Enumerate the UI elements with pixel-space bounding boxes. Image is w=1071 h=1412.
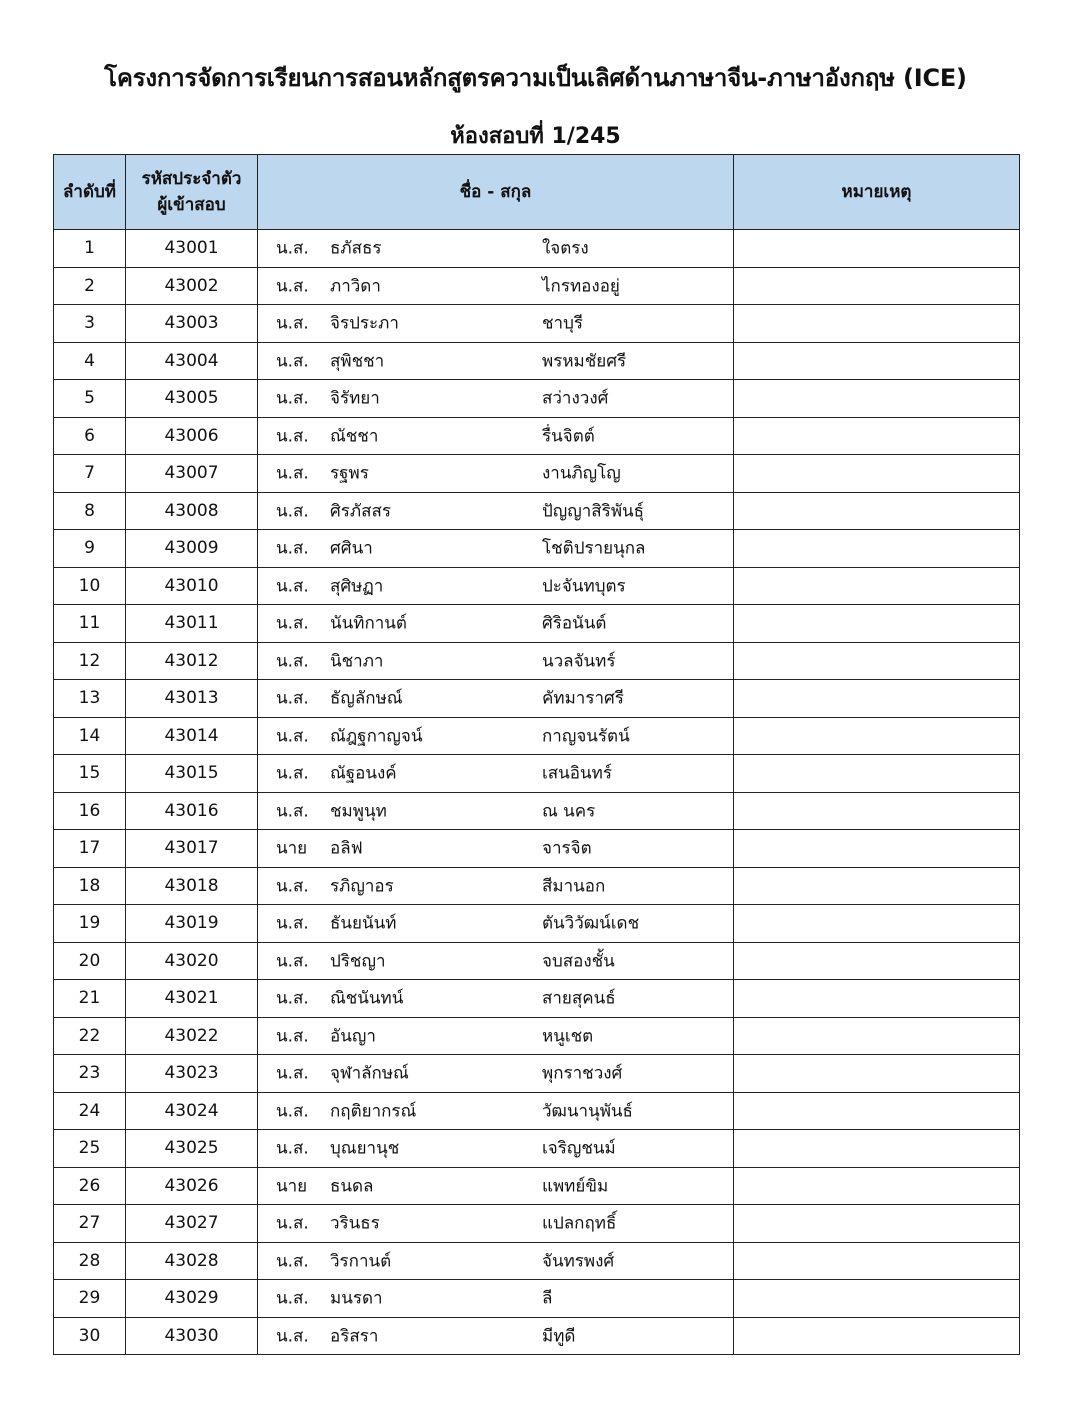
- row-order-number: 2: [54, 267, 126, 305]
- row-candidate-code: 43009: [126, 530, 258, 568]
- row-remark: [734, 1242, 1020, 1280]
- row-full-name: [258, 230, 734, 268]
- row-order-number: 9: [54, 530, 126, 568]
- table-row: [54, 755, 1020, 793]
- row-remark: [734, 1017, 1020, 1055]
- row-order-number: 21: [54, 980, 126, 1018]
- row-last-name: เสนอินทร์: [542, 763, 612, 784]
- row-candidate-code: 43020: [126, 942, 258, 980]
- row-first-name: สุพิชชา: [330, 351, 385, 372]
- row-remark: [734, 942, 1020, 980]
- row-order-number: 14: [54, 717, 126, 755]
- row-order-number: 20: [54, 942, 126, 980]
- row-name-prefix: น.ส.: [276, 763, 309, 784]
- row-remark: [734, 905, 1020, 943]
- row-full-name: [258, 1242, 734, 1280]
- row-candidate-code: 43017: [126, 830, 258, 868]
- row-name-prefix: น.ส.: [276, 313, 309, 334]
- row-candidate-code: 43024: [126, 1092, 258, 1130]
- table-row: [54, 867, 1020, 905]
- row-full-name: [258, 642, 734, 680]
- row-name-prefix: น.ส.: [276, 388, 309, 409]
- row-name-prefix: น.ส.: [276, 426, 309, 447]
- row-candidate-code: 43007: [126, 455, 258, 493]
- row-first-name: ณัชชา: [330, 426, 379, 447]
- row-full-name: [258, 1280, 734, 1318]
- table-row: [54, 942, 1020, 980]
- row-name-prefix: น.ส.: [276, 613, 309, 634]
- row-candidate-code: 43001: [126, 230, 258, 268]
- table-body: [54, 230, 1020, 1355]
- row-name-prefix: น.ส.: [276, 1213, 309, 1234]
- table-row: [54, 1317, 1020, 1355]
- row-full-name: [258, 567, 734, 605]
- row-candidate-code: 43011: [126, 605, 258, 643]
- row-name-prefix: น.ส.: [276, 576, 309, 597]
- row-remark: [734, 717, 1020, 755]
- row-last-name: ไกรทองอยู่: [542, 276, 620, 297]
- header-remark: หมายเหตุ: [734, 155, 1020, 230]
- row-order-number: 23: [54, 1055, 126, 1093]
- table-row: [54, 530, 1020, 568]
- row-full-name: [258, 1017, 734, 1055]
- row-remark: [734, 417, 1020, 455]
- row-first-name: ธันยนันท์: [330, 913, 397, 934]
- row-name-prefix: น.ส.: [276, 501, 309, 522]
- row-remark: [734, 605, 1020, 643]
- row-name-prefix: น.ส.: [276, 801, 309, 822]
- row-remark: [734, 980, 1020, 1018]
- row-name-prefix: น.ส.: [276, 1063, 309, 1084]
- row-name-prefix: นาย: [276, 1176, 308, 1197]
- row-name-prefix: นาย: [276, 838, 308, 859]
- row-order-number: 1: [54, 230, 126, 268]
- row-order-number: 6: [54, 417, 126, 455]
- row-last-name: ใจตรง: [542, 238, 589, 259]
- row-name-prefix: น.ส.: [276, 463, 309, 484]
- row-last-name: พรหมชัยศรี: [542, 351, 627, 372]
- row-candidate-code: 43027: [126, 1205, 258, 1243]
- row-first-name: ธนดล: [330, 1176, 374, 1197]
- row-full-name: [258, 267, 734, 305]
- row-candidate-code: 43005: [126, 380, 258, 418]
- row-order-number: 15: [54, 755, 126, 793]
- row-first-name: ศศินา: [330, 538, 373, 559]
- row-last-name: สีมานอก: [542, 876, 606, 897]
- row-last-name: พุกราชวงศ์: [542, 1063, 623, 1084]
- row-remark: [734, 567, 1020, 605]
- row-name-prefix: น.ส.: [276, 538, 309, 559]
- row-last-name: ปะจันทบุตร: [542, 576, 626, 597]
- table-row: [54, 567, 1020, 605]
- row-first-name: ภาวิดา: [330, 276, 381, 297]
- row-remark: [734, 1317, 1020, 1355]
- row-first-name: ณัฐอนงค์: [330, 763, 397, 784]
- row-full-name: [258, 492, 734, 530]
- row-name-prefix: น.ส.: [276, 651, 309, 672]
- row-name-prefix: น.ส.: [276, 1138, 309, 1159]
- row-order-number: 29: [54, 1280, 126, 1318]
- row-remark: [734, 1055, 1020, 1093]
- row-candidate-code: 43004: [126, 342, 258, 380]
- row-full-name: [258, 1205, 734, 1243]
- row-candidate-code: 43013: [126, 680, 258, 718]
- table-row: [54, 1055, 1020, 1093]
- header-order: ลำดับที่: [54, 155, 126, 230]
- row-name-prefix: น.ส.: [276, 1326, 309, 1347]
- row-last-name: ลี: [542, 1288, 553, 1309]
- row-last-name: ชาบุรี: [542, 313, 584, 334]
- row-candidate-code: 43016: [126, 792, 258, 830]
- row-remark: [734, 830, 1020, 868]
- row-full-name: [258, 755, 734, 793]
- row-first-name: รฐพร: [330, 463, 369, 484]
- row-last-name: จบสองชั้น: [542, 951, 615, 972]
- row-candidate-code: 43029: [126, 1280, 258, 1318]
- table-row: [54, 417, 1020, 455]
- row-first-name: กฤติยากรณ์: [330, 1101, 417, 1122]
- row-last-name: ปัญญาสิริพันธุ์: [542, 501, 645, 522]
- row-candidate-code: 43018: [126, 867, 258, 905]
- row-name-prefix: น.ส.: [276, 1251, 309, 1272]
- row-order-number: 7: [54, 455, 126, 493]
- row-remark: [734, 492, 1020, 530]
- row-name-prefix: น.ส.: [276, 1101, 309, 1122]
- row-remark: [734, 680, 1020, 718]
- row-full-name: [258, 830, 734, 868]
- row-order-number: 27: [54, 1205, 126, 1243]
- row-first-name: จุฬาลักษณ์: [330, 1063, 409, 1084]
- row-first-name: ณิชนันทน์: [330, 988, 404, 1009]
- row-remark: [734, 1167, 1020, 1205]
- row-order-number: 13: [54, 680, 126, 718]
- table-row: [54, 1167, 1020, 1205]
- row-name-prefix: น.ส.: [276, 1288, 309, 1309]
- row-order-number: 30: [54, 1317, 126, 1355]
- table-row: [54, 642, 1020, 680]
- row-full-name: [258, 1317, 734, 1355]
- row-last-name: งานภิญโญ: [542, 463, 621, 484]
- row-first-name: มนรดา: [330, 1288, 383, 1309]
- row-last-name: แพทย์ขิม: [542, 1176, 609, 1197]
- row-remark: [734, 1130, 1020, 1168]
- row-candidate-code: 43003: [126, 305, 258, 343]
- table-row: [54, 980, 1020, 1018]
- table-row: [54, 492, 1020, 530]
- header-name: ชื่อ - สกุล: [258, 155, 734, 230]
- row-remark: [734, 1205, 1020, 1243]
- row-remark: [734, 530, 1020, 568]
- row-full-name: [258, 305, 734, 343]
- header-candidate-code: [126, 155, 258, 230]
- row-order-number: 26: [54, 1167, 126, 1205]
- row-candidate-code: 43014: [126, 717, 258, 755]
- row-first-name: จิรัทยา: [330, 388, 380, 409]
- row-last-name: ณ นคร: [542, 801, 596, 822]
- row-last-name: คัทมาราศรี: [542, 688, 624, 709]
- row-candidate-code: 43008: [126, 492, 258, 530]
- row-order-number: 10: [54, 567, 126, 605]
- row-order-number: 11: [54, 605, 126, 643]
- row-first-name: วิรกานต์: [330, 1251, 392, 1272]
- table-row: [54, 1092, 1020, 1130]
- row-order-number: 8: [54, 492, 126, 530]
- row-name-prefix: น.ส.: [276, 951, 309, 972]
- row-candidate-code: 43021: [126, 980, 258, 1018]
- row-first-name: จิรประภา: [330, 313, 399, 334]
- row-order-number: 25: [54, 1130, 126, 1168]
- row-remark: [734, 1092, 1020, 1130]
- row-last-name: รื่นจิตต์: [542, 426, 595, 447]
- row-name-prefix: น.ส.: [276, 688, 309, 709]
- row-remark: [734, 230, 1020, 268]
- row-last-name: หนูเชต: [542, 1026, 594, 1047]
- row-first-name: อริสรา: [330, 1326, 379, 1347]
- row-candidate-code: 43002: [126, 267, 258, 305]
- row-full-name: [258, 605, 734, 643]
- table-row: [54, 605, 1020, 643]
- exam-roster-table: [53, 154, 1020, 1355]
- row-first-name: ศิรภัสสร: [330, 501, 392, 522]
- row-order-number: 28: [54, 1242, 126, 1280]
- row-full-name: [258, 530, 734, 568]
- row-name-prefix: น.ส.: [276, 726, 309, 747]
- row-order-number: 3: [54, 305, 126, 343]
- row-last-name: มีทูดี: [542, 1326, 576, 1347]
- row-order-number: 19: [54, 905, 126, 943]
- row-last-name: แปลกฤทธิ์: [542, 1213, 617, 1234]
- row-full-name: [258, 1092, 734, 1130]
- row-name-prefix: น.ส.: [276, 913, 309, 934]
- table-row: [54, 455, 1020, 493]
- row-full-name: [258, 980, 734, 1018]
- row-first-name: บุณยานุช: [330, 1138, 400, 1159]
- row-remark: [734, 642, 1020, 680]
- row-first-name: ธภัสธร: [330, 238, 382, 259]
- row-first-name: วรินธร: [330, 1213, 380, 1234]
- row-full-name: [258, 792, 734, 830]
- row-remark: [734, 342, 1020, 380]
- table-row: [54, 905, 1020, 943]
- row-last-name: ตันวิวัฒน์เดช: [542, 913, 640, 934]
- row-order-number: 17: [54, 830, 126, 868]
- row-first-name: นิชาภา: [330, 651, 384, 672]
- row-candidate-code: 43010: [126, 567, 258, 605]
- row-order-number: 24: [54, 1092, 126, 1130]
- row-remark: [734, 792, 1020, 830]
- table-row: [54, 792, 1020, 830]
- row-full-name: [258, 942, 734, 980]
- table-row: [54, 267, 1020, 305]
- row-candidate-code: 43012: [126, 642, 258, 680]
- row-candidate-code: 43006: [126, 417, 258, 455]
- row-remark: [734, 867, 1020, 905]
- table-row: [54, 1017, 1020, 1055]
- row-candidate-code: 43026: [126, 1167, 258, 1205]
- row-first-name: อลิฟ: [330, 838, 363, 859]
- exam-room-label: ห้องสอบที่ 1/245: [450, 124, 621, 149]
- table-row: [54, 1130, 1020, 1168]
- row-candidate-code: 43015: [126, 755, 258, 793]
- table-row: [54, 342, 1020, 380]
- row-remark: [734, 305, 1020, 343]
- row-remark: [734, 267, 1020, 305]
- row-last-name: จารจิต: [542, 838, 592, 859]
- row-full-name: [258, 417, 734, 455]
- table-row: [54, 305, 1020, 343]
- row-full-name: [258, 1167, 734, 1205]
- row-candidate-code: 43030: [126, 1317, 258, 1355]
- row-name-prefix: น.ส.: [276, 1026, 309, 1047]
- row-order-number: 12: [54, 642, 126, 680]
- row-last-name: นวลจันทร์: [542, 651, 616, 672]
- row-candidate-code: 43023: [126, 1055, 258, 1093]
- header-code-line1: รหัสประจำตัว: [141, 169, 242, 189]
- table-row: [54, 380, 1020, 418]
- table-header-row: [54, 155, 1020, 230]
- document-title: โครงการจัดการเรียนการสอนหลักสูตรความเป็นเลิศด้านภาษาจีน-ภาษาอังกฤษ (ICE): [104, 64, 967, 92]
- row-candidate-code: 43025: [126, 1130, 258, 1168]
- row-first-name: สุศิษฏา: [330, 576, 384, 597]
- row-last-name: จันทรพงศ์: [542, 1251, 615, 1272]
- row-name-prefix: น.ส.: [276, 988, 309, 1009]
- row-last-name: โชติปรายนุกล: [542, 538, 646, 559]
- table-row: [54, 1280, 1020, 1318]
- row-candidate-code: 43028: [126, 1242, 258, 1280]
- row-remark: [734, 1280, 1020, 1318]
- row-first-name: รภิญาอร: [330, 876, 394, 897]
- row-remark: [734, 380, 1020, 418]
- row-full-name: [258, 905, 734, 943]
- row-first-name: ณัฎฐกาญจน์: [330, 726, 423, 747]
- table-row: [54, 230, 1020, 268]
- row-full-name: [258, 455, 734, 493]
- row-full-name: [258, 717, 734, 755]
- row-last-name: สว่างวงศ์: [542, 388, 609, 409]
- table-row: [54, 1242, 1020, 1280]
- table-row: [54, 1205, 1020, 1243]
- row-first-name: อันญา: [330, 1026, 376, 1047]
- row-full-name: [258, 867, 734, 905]
- row-candidate-code: 43019: [126, 905, 258, 943]
- row-last-name: กาญจนรัตน์: [542, 726, 630, 747]
- row-order-number: 4: [54, 342, 126, 380]
- row-last-name: สายสุคนธ์: [542, 988, 616, 1009]
- row-order-number: 16: [54, 792, 126, 830]
- row-candidate-code: 43022: [126, 1017, 258, 1055]
- row-full-name: [258, 380, 734, 418]
- row-name-prefix: น.ส.: [276, 876, 309, 897]
- row-last-name: วัฒนานุพันธ์: [542, 1101, 633, 1122]
- row-remark: [734, 755, 1020, 793]
- row-last-name: ศิริอนันต์: [542, 613, 607, 634]
- row-full-name: [258, 680, 734, 718]
- row-first-name: ชมพูนุท: [330, 801, 387, 822]
- row-full-name: [258, 1130, 734, 1168]
- row-remark: [734, 455, 1020, 493]
- row-name-prefix: น.ส.: [276, 351, 309, 372]
- row-full-name: [258, 342, 734, 380]
- row-full-name: [258, 1055, 734, 1093]
- row-order-number: 18: [54, 867, 126, 905]
- row-name-prefix: น.ส.: [276, 238, 309, 259]
- row-order-number: 5: [54, 380, 126, 418]
- row-first-name: ธัญลักษณ์: [330, 688, 403, 709]
- row-order-number: 22: [54, 1017, 126, 1055]
- row-name-prefix: น.ส.: [276, 276, 309, 297]
- table-row: [54, 717, 1020, 755]
- table-row: [54, 830, 1020, 868]
- table-row: [54, 680, 1020, 718]
- row-first-name: นันทิกานต์: [330, 613, 407, 634]
- row-last-name: เจริญชนม์: [542, 1138, 616, 1159]
- row-first-name: ปริชญา: [330, 951, 386, 972]
- header-code-line2: ผู้เข้าสอบ: [157, 195, 226, 215]
